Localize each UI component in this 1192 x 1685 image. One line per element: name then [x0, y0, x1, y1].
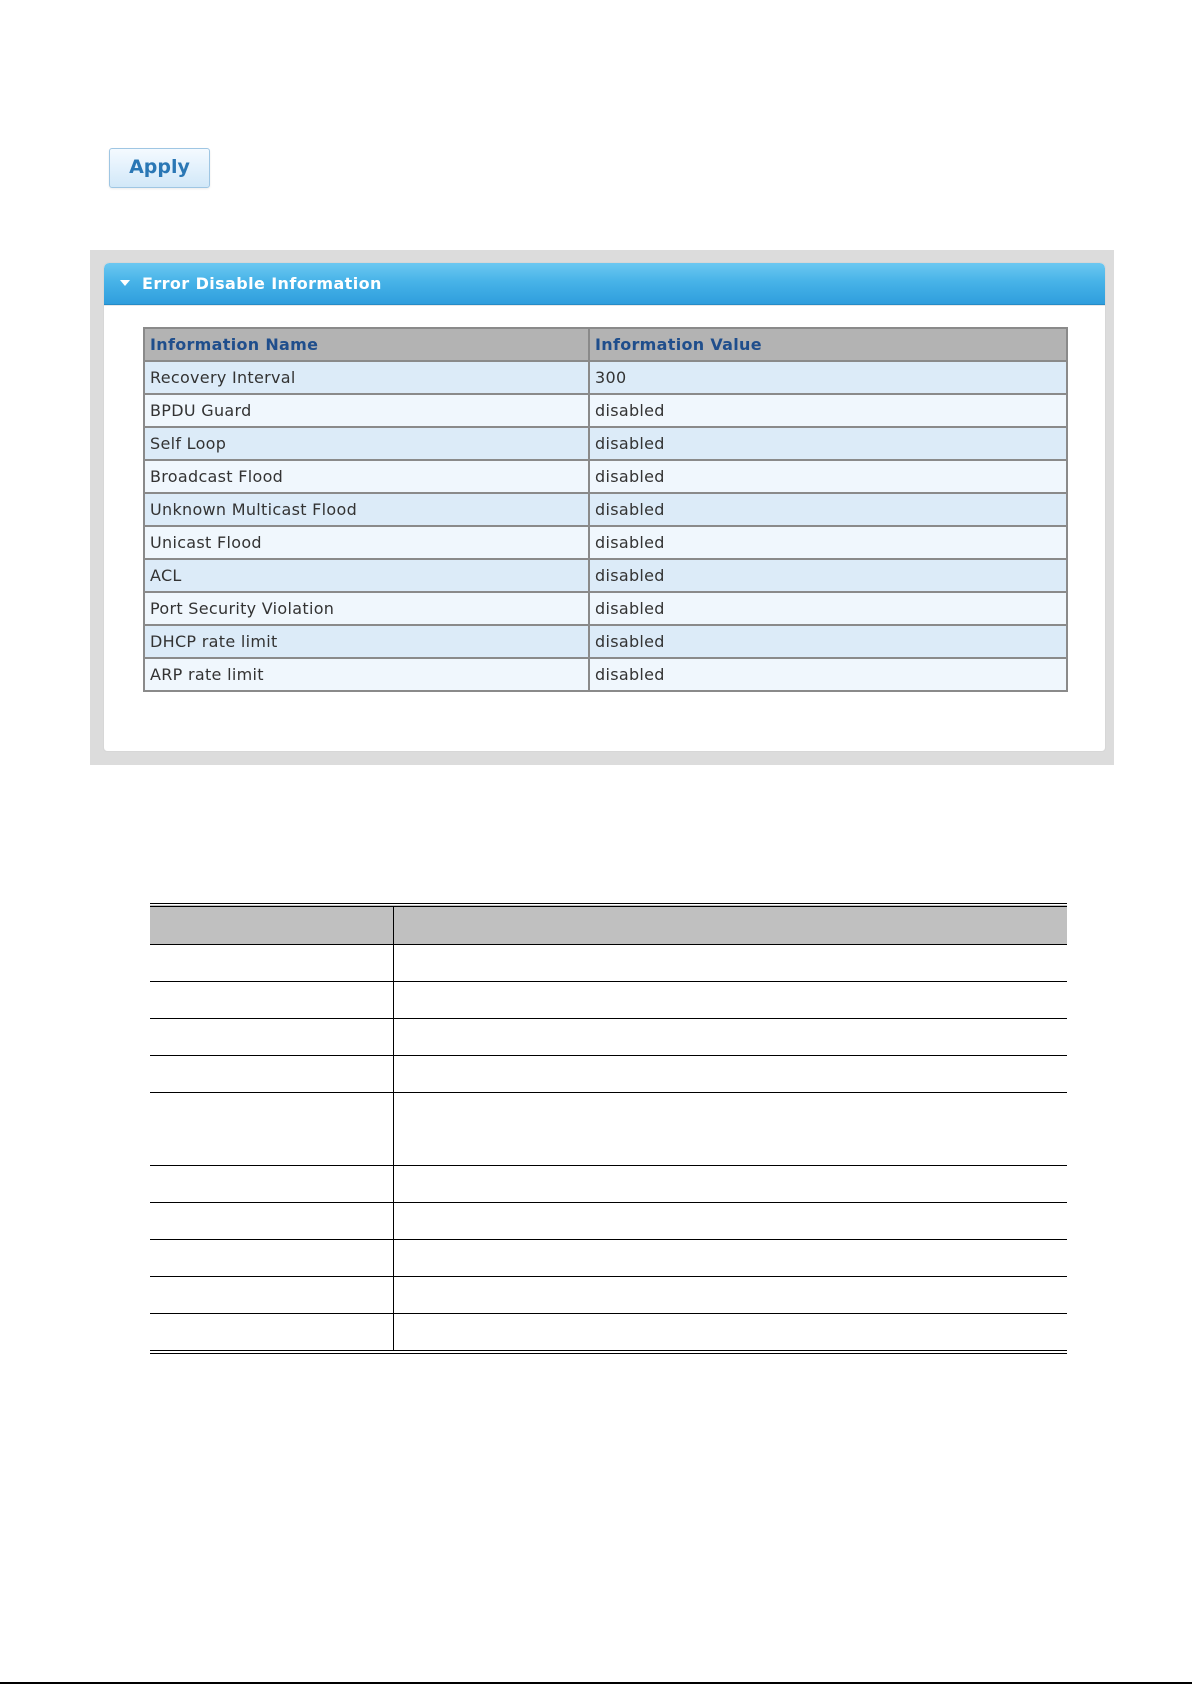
table-row	[144, 625, 1067, 658]
description-row	[150, 982, 1067, 1019]
column-header-name: Information Name	[144, 328, 589, 361]
panel-body	[104, 305, 1105, 751]
table-row	[144, 361, 1067, 394]
table-row	[144, 460, 1067, 493]
info-value-cell: disabled	[589, 559, 1067, 592]
info-name-cell: Unicast Flood	[144, 526, 589, 559]
info-name-cell: DHCP rate limit	[144, 625, 589, 658]
table-row	[144, 493, 1067, 526]
info-name-cell: Broadcast Flood	[144, 460, 589, 493]
description-row	[150, 1093, 1067, 1166]
description-table	[150, 903, 1067, 1354]
table-row	[144, 559, 1067, 592]
info-value-cell: disabled	[589, 625, 1067, 658]
description-row	[150, 1277, 1067, 1314]
table-header-row	[144, 328, 1067, 361]
description-row	[150, 945, 1067, 982]
info-name-cell: Self Loop	[144, 427, 589, 460]
info-value-cell: disabled	[589, 427, 1067, 460]
info-name-cell: Unknown Multicast Flood	[144, 493, 589, 526]
description-row	[150, 1203, 1067, 1240]
table-row	[144, 394, 1067, 427]
description-header-cell	[150, 905, 394, 945]
info-value-cell: disabled	[589, 493, 1067, 526]
error-disable-table	[143, 327, 1068, 692]
description-row	[150, 1019, 1067, 1056]
apply-button[interactable]: Apply	[109, 148, 210, 188]
info-value-cell: disabled	[589, 658, 1067, 691]
info-value-cell: disabled	[589, 460, 1067, 493]
info-value-cell: 300	[589, 361, 1067, 394]
table-row	[144, 592, 1067, 625]
info-name-cell: ARP rate limit	[144, 658, 589, 691]
column-header-value: Information Value	[589, 328, 1067, 361]
description-header-cell	[394, 905, 1068, 945]
collapse-caret-icon[interactable]	[120, 280, 130, 286]
info-name-cell: ACL	[144, 559, 589, 592]
description-row	[150, 1240, 1067, 1277]
description-header-row	[150, 905, 1067, 945]
table-row	[144, 658, 1067, 691]
info-value-cell: disabled	[589, 394, 1067, 427]
info-value-cell: disabled	[589, 526, 1067, 559]
description-row	[150, 1314, 1067, 1353]
info-value-cell: disabled	[589, 592, 1067, 625]
screenshot-frame	[90, 250, 1114, 765]
info-name-cell: BPDU Guard	[144, 394, 589, 427]
footer-rule	[0, 1682, 1192, 1684]
error-disable-panel	[103, 262, 1106, 752]
table-row	[144, 427, 1067, 460]
panel-header[interactable]	[104, 263, 1105, 305]
info-name-cell: Port Security Violation	[144, 592, 589, 625]
table-row	[144, 526, 1067, 559]
panel-title: Error Disable Information	[142, 274, 382, 293]
description-row	[150, 1056, 1067, 1093]
info-name-cell: Recovery Interval	[144, 361, 589, 394]
description-row	[150, 1166, 1067, 1203]
